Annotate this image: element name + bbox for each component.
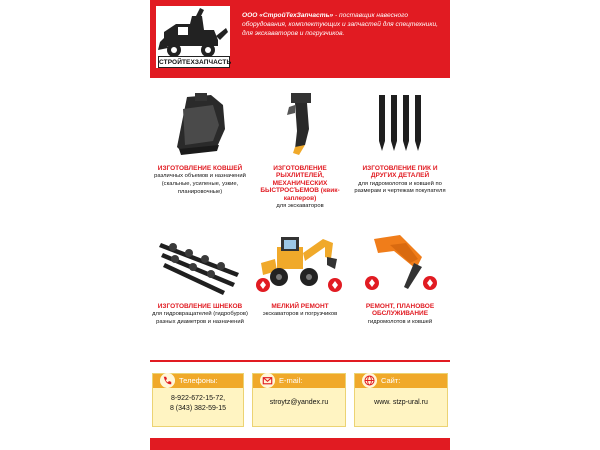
service-title: ИЗГОТОВЛЕНИЕ КОВШЕЙ <box>157 165 243 172</box>
service-maintenance <box>352 226 448 326</box>
service-title: ИЗГОТОВЛЕНИЕ ШНЕКОВ <box>157 303 243 310</box>
service-buckets <box>152 88 248 196</box>
service-title: ИЗГОТОВЛЕНИЕ РЫХЛИТЕЛЕЙ, МЕХАНИЧЕСКИХ БЫСТРОСЪЕМОВ (квик-каплеров) <box>260 165 340 202</box>
intro-text <box>242 11 448 38</box>
logo-text: СТРОЙТЕХЗАПЧАСТЬ <box>158 56 230 68</box>
service-title: РЕМОНТ, ПЛАНОВОЕ ОБСЛУЖИВАНИЕ <box>365 303 435 318</box>
service-desc: для гидровращателей (гидробуров) разных диаметров и назначений <box>152 311 248 325</box>
service-desc: гидромолотов и ковшей <box>367 318 433 325</box>
service-title: ИЗГОТОВЛЕНИЕ ПИК И ДРУГИХ ДЕТАЛЕЙ <box>362 165 438 180</box>
site-label: Сайт: <box>381 376 401 385</box>
flyer <box>150 0 450 450</box>
email-label: E-mail: <box>279 376 303 385</box>
chisels-icon <box>365 88 435 160</box>
email-body <box>253 398 345 408</box>
service-desc: для гидромолотов и ковшей по размерам и чертежам покупателя <box>354 180 446 195</box>
globe-icon <box>362 373 377 388</box>
service-rippers <box>252 88 348 211</box>
phones-header <box>153 374 243 388</box>
company-name: ООО «СтройТехЗапчасть» <box>242 12 334 19</box>
phones-label: Телефоны: <box>179 376 218 385</box>
phone-number-1[interactable]: 8-922-672-15-72, <box>170 395 226 402</box>
bucket-icon <box>165 88 235 160</box>
service-desc: экскаваторов и погрузчиков <box>262 311 338 318</box>
intro-description: - поставщик навесного оборудования, комплектующих и запчастей для спецтехники, для экскаваторов и погрузчиков. <box>242 12 438 37</box>
email-card <box>252 373 346 427</box>
service-augers <box>152 226 248 327</box>
divider <box>150 360 450 362</box>
service-minor-repair <box>252 226 348 319</box>
mail-icon <box>260 373 275 388</box>
site-body <box>355 398 447 408</box>
phones-card <box>152 373 244 427</box>
header-band <box>150 0 450 78</box>
site-url[interactable]: www. stzp-ural.ru <box>374 399 428 406</box>
email-header <box>253 374 345 388</box>
augers-icon <box>155 226 245 298</box>
backhoe-icon <box>255 226 345 298</box>
phone-icon <box>160 373 175 388</box>
ripper-icon <box>265 88 335 160</box>
service-desc: для экскаваторов <box>276 203 324 210</box>
site-card <box>354 373 448 427</box>
service-title: МЕЛКИЙ РЕМОНТ <box>271 303 329 310</box>
phone-number-2[interactable]: 8 (343) 382-59-15 <box>169 405 227 412</box>
breaker-icon <box>360 226 440 298</box>
site-header <box>355 374 447 388</box>
email-address[interactable]: stroytz@yandex.ru <box>269 399 329 406</box>
service-chisels <box>352 88 448 196</box>
service-desc: различных объемов и назначений (скальные, усиленые, узкие, планировочные) <box>154 173 246 195</box>
bottom-band <box>150 438 450 450</box>
phones-body <box>153 394 243 414</box>
